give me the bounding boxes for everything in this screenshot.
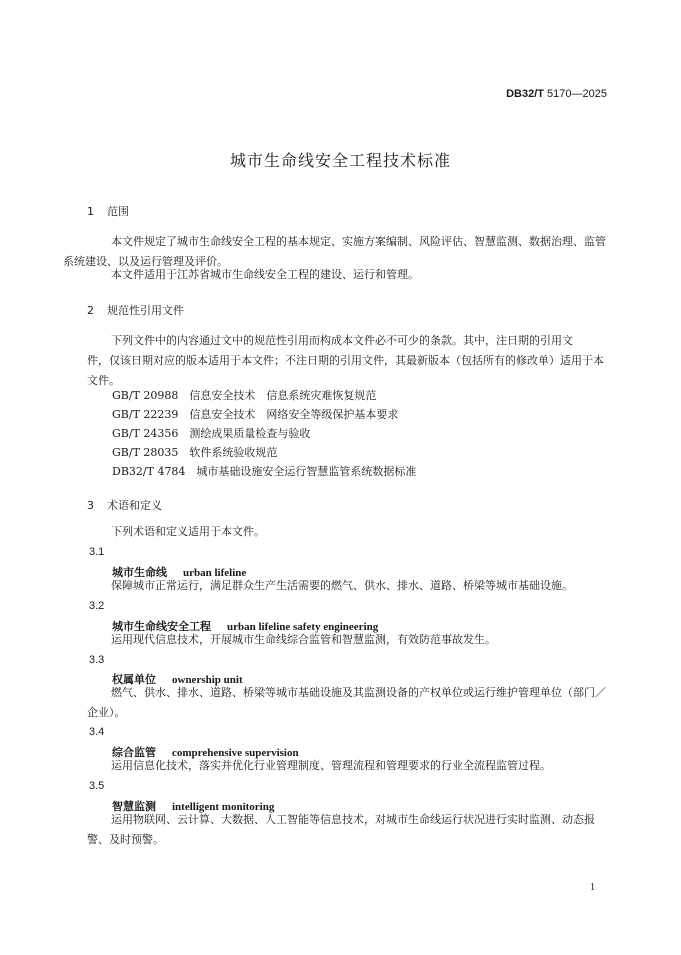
normative-intro bbox=[87, 331, 607, 391]
term-en: comprehensive supervision bbox=[172, 747, 299, 759]
term-zh: 综合监管 bbox=[112, 746, 156, 759]
term-definition bbox=[87, 683, 607, 723]
term-definition: 保障城市正常运行，满足群众生产生活需要的燃气、供水、排水、道路、桥梁等城市基础设施。 bbox=[111, 579, 573, 592]
reference-code: GB/T 22239 bbox=[112, 408, 179, 421]
term-zh: 权属单位 bbox=[112, 673, 156, 686]
term-number: 3.5 bbox=[89, 780, 105, 792]
section-1-heading bbox=[87, 203, 129, 219]
term-definition: 运用信息化技术，落实并优化行业管理制度、管理流程和管理要求的行业全流程监管过程。 bbox=[111, 759, 551, 772]
reference-item bbox=[112, 406, 398, 422]
term-number: 3.1 bbox=[89, 546, 105, 558]
text-line: 燃气、供水、排水、道路、桥梁等城市基础设施及其监测设备的产权单位或运行维护管理单位（部门／ bbox=[111, 686, 606, 699]
reference-code: GB/T 24356 bbox=[112, 427, 179, 440]
standard-code bbox=[506, 88, 607, 100]
text-line: 件，仅该日期对应的版本适用于本文件；不注日期的引用文件，其最新版本（包括所有的修改单）适用于本 bbox=[87, 354, 604, 367]
section-title: 术语和定义 bbox=[107, 499, 162, 512]
text-line: 警、及时预警。 bbox=[87, 833, 164, 846]
section-number: 2 bbox=[87, 304, 94, 317]
reference-code: GB/T 20988 bbox=[112, 389, 179, 402]
term-number: 3.4 bbox=[89, 726, 105, 738]
standard-code-number: 5170—2025 bbox=[547, 88, 607, 100]
reference-name: 信息安全技术 信息系统灾难恢复规范 bbox=[189, 389, 377, 402]
text-line: 企业）。 bbox=[87, 706, 126, 719]
section-number: 1 bbox=[87, 205, 94, 218]
reference-name: 城市基础设施安全运行智慧监管系统数据标准 bbox=[196, 465, 417, 478]
reference-name: 软件系统验收规范 bbox=[189, 446, 278, 459]
section-title: 范围 bbox=[107, 205, 129, 218]
terms-intro: 下列术语和定义适用于本文件。 bbox=[111, 525, 265, 538]
reference-item bbox=[112, 463, 416, 479]
reference-code: DB32/T 4784 bbox=[112, 465, 186, 478]
reference-item bbox=[112, 425, 310, 441]
text-line: 运用物联网、云计算、大数据、人工智能等信息技术，对城市生命线运行状况进行实时监测、动态报 bbox=[111, 813, 595, 826]
term-number: 3.2 bbox=[89, 600, 105, 612]
section-3-heading bbox=[87, 497, 162, 513]
term-en: urban lifeline bbox=[183, 567, 247, 579]
term-en: urban lifeline safety engineering bbox=[227, 621, 379, 633]
section-number: 3 bbox=[87, 499, 94, 512]
reference-item bbox=[112, 444, 277, 460]
term-en: intelligent monitoring bbox=[172, 801, 275, 813]
section-2-heading bbox=[87, 302, 184, 318]
term-zh: 城市生命线安全工程 bbox=[112, 620, 211, 633]
section-title: 规范性引用文件 bbox=[107, 304, 184, 317]
term-en: ownership unit bbox=[172, 674, 243, 686]
term-definition: 运用现代信息技术，开展城市生命线综合监管和智慧监测，有效防范事故发生。 bbox=[111, 633, 496, 646]
text-line: 本文件规定了城市生命线安全工程的基本规定、实施方案编制、风险评估、智慧监测、数据治理、监管 bbox=[111, 235, 606, 248]
page-number: 1 bbox=[590, 882, 595, 893]
scope-paragraph-2: 本文件适用于江苏省城市生命线安全工程的建设、运行和管理。 bbox=[111, 268, 419, 281]
reference-name: 信息安全技术 网络安全等级保护基本要求 bbox=[189, 408, 399, 421]
text-line: 下列文件中的内容通过文中的规范性引用而构成本文件必不可少的条款。其中，注日期的引用文 bbox=[111, 334, 573, 347]
standard-code-prefix: DB32/T bbox=[506, 88, 544, 100]
text-line: 文件。 bbox=[87, 374, 120, 387]
reference-code: GB/T 28035 bbox=[112, 446, 179, 459]
reference-item bbox=[112, 387, 376, 403]
text-line: 系统建设、以及运行管理及评价。 bbox=[63, 255, 228, 268]
document-title: 城市生命线安全工程技术标准 bbox=[229, 151, 451, 170]
term-zh: 城市生命线 bbox=[112, 566, 167, 579]
term-zh: 智慧监测 bbox=[112, 800, 156, 813]
term-number: 3.3 bbox=[89, 654, 105, 666]
reference-name: 测绘成果质量检查与验收 bbox=[189, 427, 311, 440]
term-definition bbox=[87, 810, 607, 850]
